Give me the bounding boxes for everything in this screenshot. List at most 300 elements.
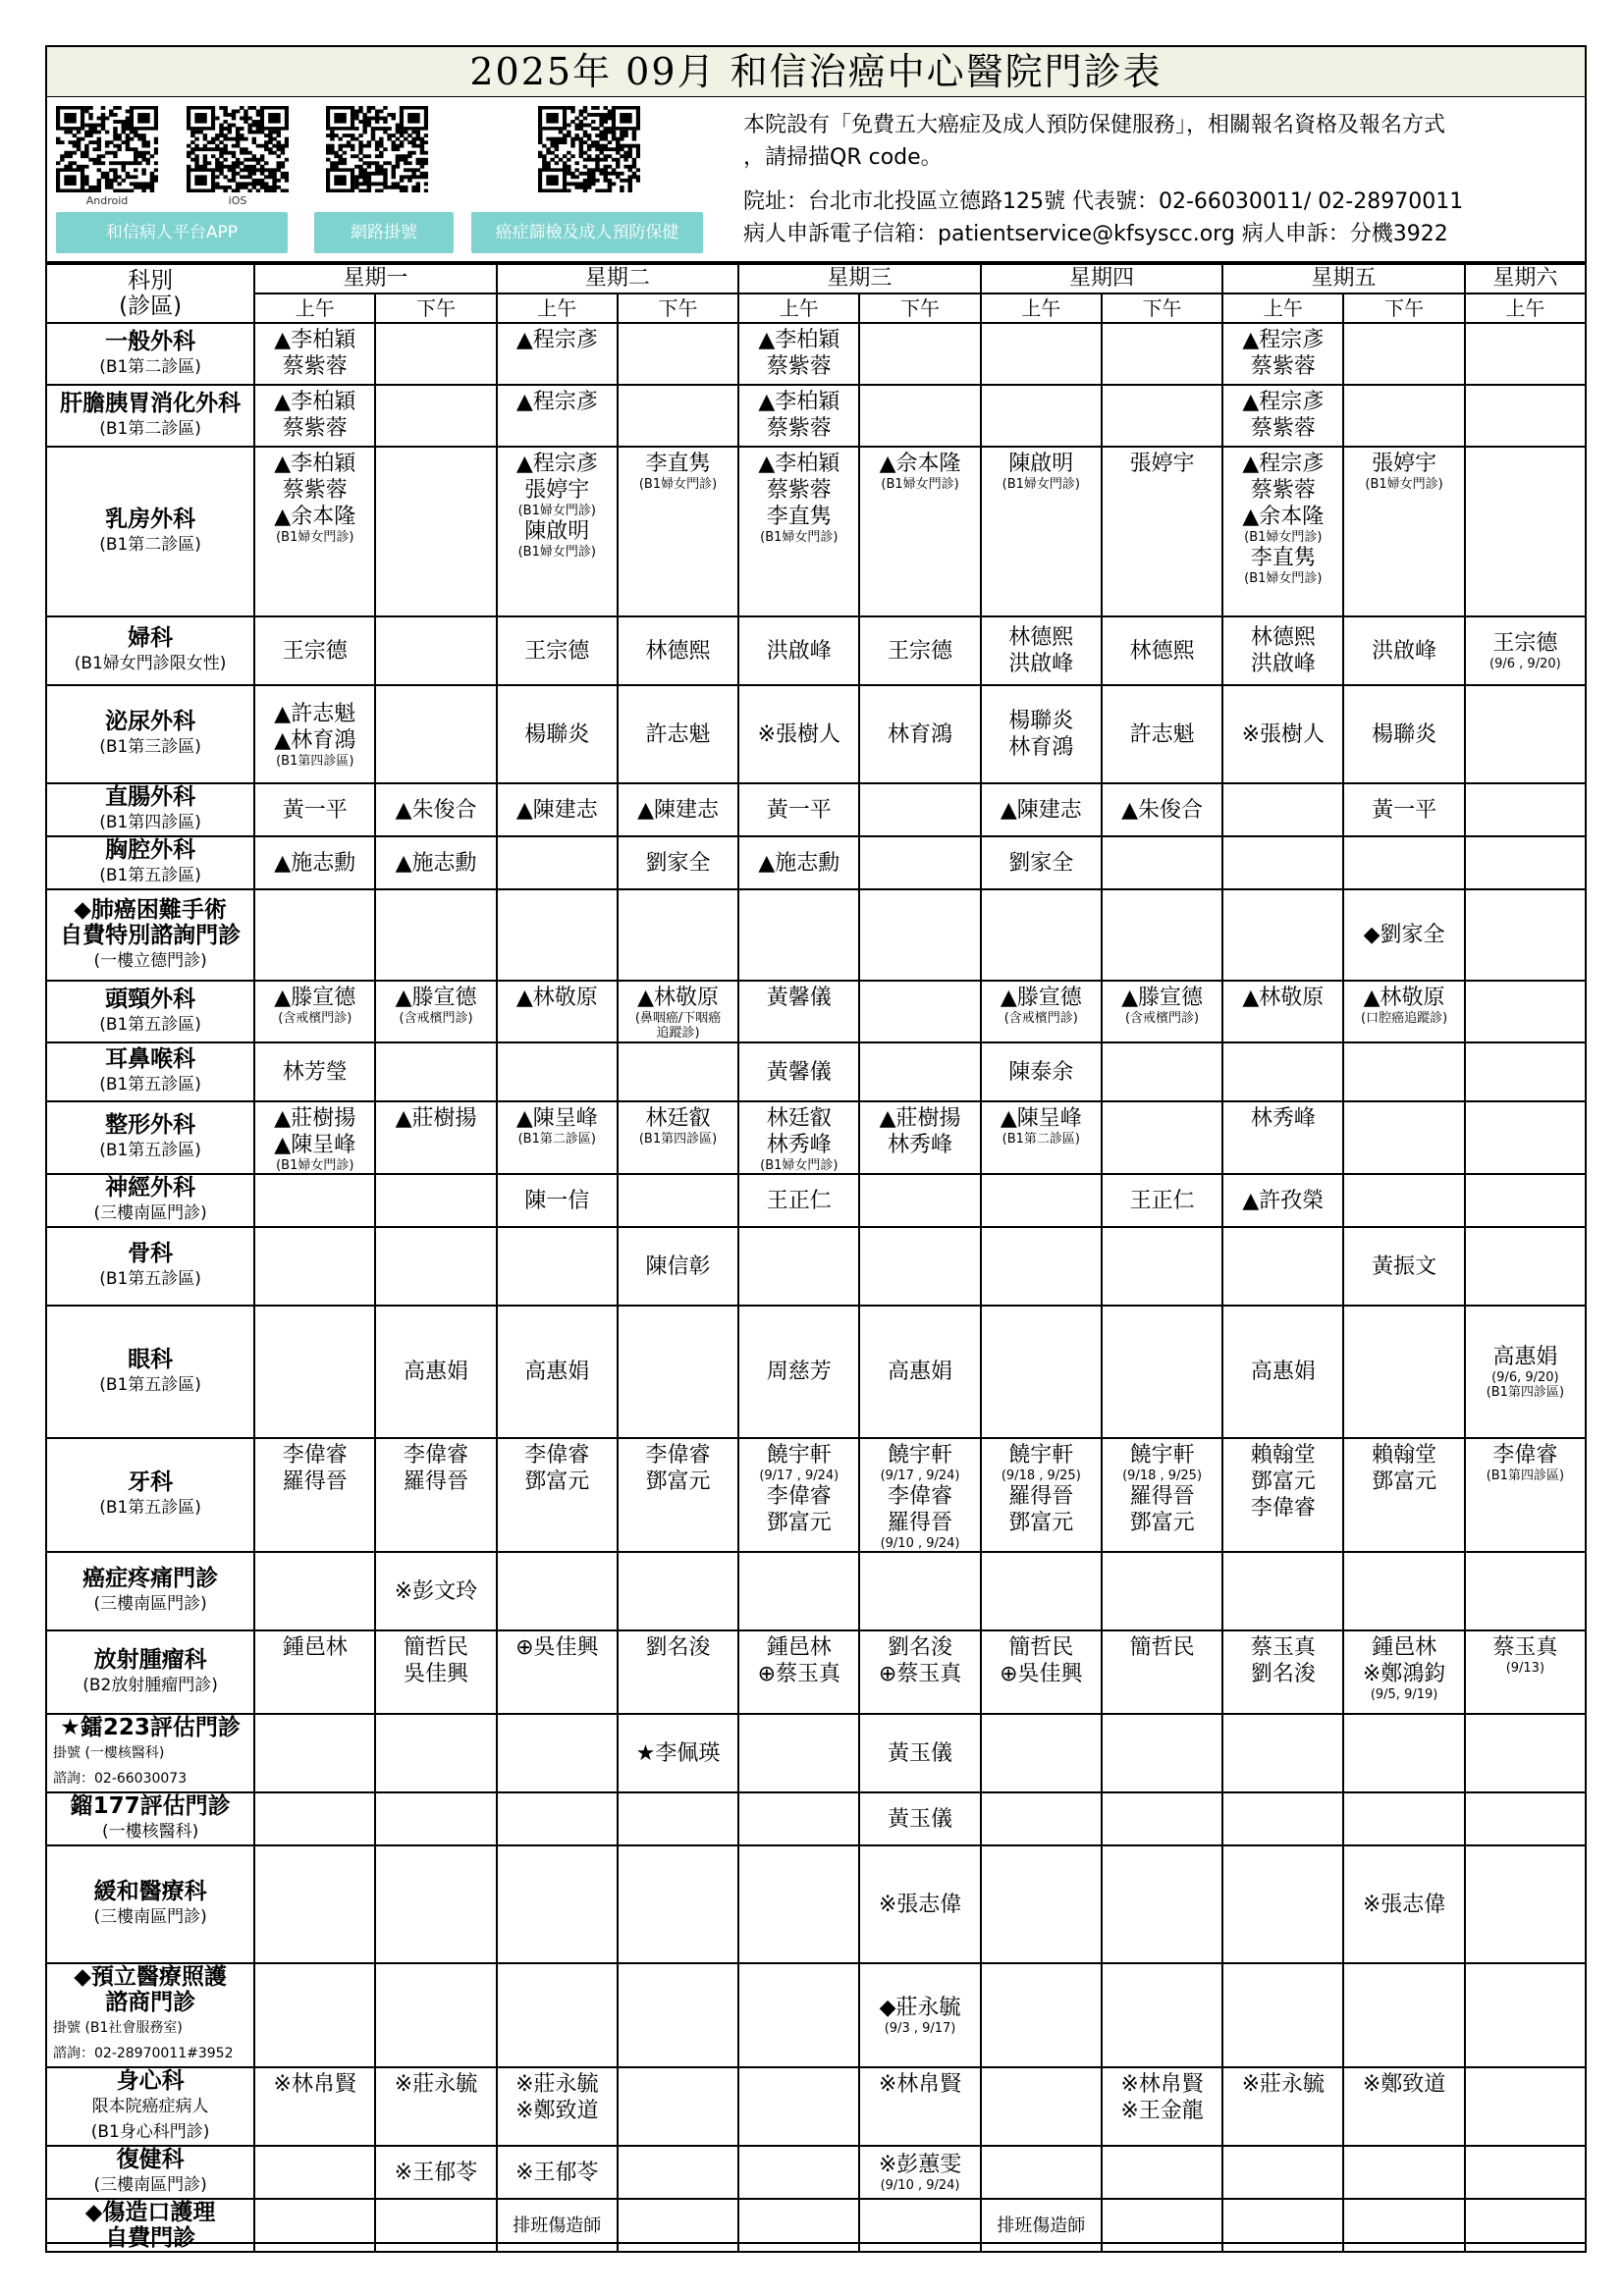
slot-cell (981, 1306, 1102, 1438)
slot-cell (254, 323, 375, 385)
slot-cell (738, 385, 859, 447)
slot-cell (1465, 1714, 1586, 1792)
slot-cell (738, 1306, 859, 1438)
slot-note: (9/10 , 9/24) (880, 2178, 960, 2193)
doctor-name: 鄧富元 (1250, 1469, 1316, 1494)
dept-cell (46, 1845, 254, 1963)
doctor-name: ⊕蔡玉真 (757, 1662, 841, 1686)
slot-cell (1465, 616, 1586, 685)
dept-cell (46, 616, 254, 685)
schedule-row (46, 1438, 1586, 1552)
dept-cell (46, 1174, 254, 1227)
schedule-row (46, 323, 1586, 385)
slot-note: (B1婦女門診) (276, 1158, 354, 1173)
doctor-name: 李偉睿 (282, 1443, 348, 1468)
doctor-name: 蔡紫蓉 (766, 354, 832, 379)
slot-cell (1343, 1845, 1464, 1963)
slot-cell (375, 616, 496, 685)
slot-cell (1102, 1227, 1222, 1306)
doctor-name: ※王郁苓 (394, 2160, 478, 2185)
slot-cell (859, 1792, 980, 1845)
slot-cell (497, 616, 618, 685)
slot-cell (981, 1792, 1102, 1845)
slot-cell (254, 981, 375, 1042)
doctor-name: 高惠娟 (1250, 1360, 1316, 1384)
doctor-name: 吳佳興 (404, 1662, 469, 1686)
slot-cell (1343, 1438, 1464, 1552)
doctor-name: 林秀峰 (888, 1133, 953, 1157)
dept-name: 婦科 (128, 625, 174, 651)
slot-cell (618, 981, 738, 1042)
doctor-name: 陳啟明 (524, 519, 590, 544)
dept-cell (46, 1963, 254, 2067)
doctor-name: 高惠娟 (1492, 1345, 1558, 1369)
doctor-name: ※彭文玲 (394, 1578, 478, 1604)
doctor-name: ▲李柏穎 (274, 390, 356, 414)
slot-cell (981, 2146, 1102, 2199)
doctor-name: 洪啟峰 (1250, 652, 1316, 676)
dept-name: 復健科 (116, 2147, 185, 2172)
slot-cell (981, 1438, 1102, 1552)
dept-name: 牙科 (128, 1469, 174, 1495)
schedule-row (46, 1792, 1586, 1845)
dept-name: 肝膽胰胃消化外科 (60, 390, 242, 416)
doctor-name: ▲程宗彥 (1242, 390, 1325, 414)
dept-zone: 掛號 (B1社會服務室) (53, 2020, 183, 2036)
online-registration-button[interactable]: 網路掛號 (314, 212, 454, 253)
doctor-name: 黃玉儀 (888, 1806, 953, 1832)
dept-name: 緩和醫療科 (93, 1879, 207, 1904)
slot-cell (1222, 1101, 1343, 1174)
slot-cell (738, 889, 859, 981)
slot-cell (618, 1306, 738, 1438)
slot-cell (1465, 2199, 1586, 2252)
slot-cell (1102, 1714, 1222, 1792)
schedule-row (46, 1042, 1586, 1101)
qr-caption-ios: iOS (228, 194, 247, 207)
dept-cell (46, 1042, 254, 1101)
slot-cell (1102, 1845, 1222, 1963)
cancer-screening-button[interactable]: 癌症篩檢及成人預防保健 (471, 212, 703, 253)
slot-cell (618, 447, 738, 616)
slot-cell (981, 1552, 1102, 1630)
pm-header: 下午 (1102, 294, 1222, 323)
slot-cell (981, 1630, 1102, 1714)
doctor-name: 周慈芳 (766, 1360, 832, 1384)
doctor-name: ▲程宗彥 (515, 328, 598, 352)
pm-header: 下午 (375, 294, 496, 323)
slot-cell (738, 2199, 859, 2252)
dept-name: 癌症疼痛門診 (82, 1566, 219, 1591)
dept-name: ◆傷造口護理 (84, 2200, 216, 2225)
slot-cell (618, 1174, 738, 1227)
dept-zone: (三樓南區門診) (93, 1907, 207, 1927)
am-header: 上午 (981, 294, 1102, 323)
slot-cell (375, 889, 496, 981)
slot-cell (738, 836, 859, 889)
dept-cell (46, 385, 254, 447)
dept-cell (46, 1306, 254, 1438)
doctor-name: 鄧富元 (524, 1469, 590, 1494)
slot-cell (497, 323, 618, 385)
dept-header (46, 264, 254, 323)
slot-cell (859, 1438, 980, 1552)
slot-cell (859, 1227, 980, 1306)
slot-cell (254, 1174, 375, 1227)
doctor-name: ※林帛賢 (273, 2072, 356, 2097)
slot-cell (618, 836, 738, 889)
slot-cell (1465, 685, 1586, 783)
slot-cell (1222, 2199, 1343, 2252)
day-header: 星期五 (1222, 264, 1465, 294)
slot-cell (497, 385, 618, 447)
slot-cell (859, 836, 980, 889)
slot-cell (859, 783, 980, 836)
doctor-name: ※鄭鴻鈞 (1362, 1662, 1446, 1686)
slot-cell (497, 981, 618, 1042)
slot-cell (859, 1174, 980, 1227)
slot-cell (375, 2067, 496, 2146)
slot-cell (738, 981, 859, 1042)
slot-cell (1102, 1630, 1222, 1714)
doctor-name: ▲程宗彥 (515, 390, 598, 414)
slot-cell (1465, 1042, 1586, 1101)
slot-cell (1102, 1101, 1222, 1174)
slot-cell (1465, 1845, 1586, 1963)
slot-cell (497, 1714, 618, 1792)
schedule-row (46, 2146, 1586, 2199)
doctor-name: 羅得晉 (1129, 1484, 1195, 1509)
dept-zone: (B1第三診區) (99, 737, 201, 757)
dept-zone: (B1第二診區) (99, 356, 201, 377)
patient-app-button[interactable]: 和信病人平台APP (56, 212, 288, 253)
slot-cell (1222, 783, 1343, 836)
slot-cell (1102, 616, 1222, 685)
slot-cell (497, 889, 618, 981)
day-header: 星期一 (254, 264, 497, 294)
slot-cell (1465, 1306, 1586, 1438)
slot-cell (254, 1101, 375, 1174)
slot-cell (1222, 1438, 1343, 1552)
slot-cell (738, 1963, 859, 2067)
slot-note: (9/17 , 9/24) (759, 1468, 839, 1483)
doctor-name: 鄧富元 (1372, 1469, 1437, 1494)
slot-cell (1465, 981, 1586, 1042)
slot-cell (859, 1630, 980, 1714)
dept-zone: (B1第五診區) (99, 1075, 201, 1095)
slot-cell (1222, 1552, 1343, 1630)
schedule-row (46, 2067, 1586, 2146)
dept-cell (46, 1438, 254, 1552)
dept-zone: (B2放射腫瘤門診) (82, 1675, 218, 1695)
slot-staff: 排班傷造師 (997, 2215, 1086, 2236)
doctor-name: ▲林敬原 (1363, 986, 1445, 1010)
doctor-name: 陳泰余 (1008, 1059, 1074, 1085)
doctor-name: 王宗德 (888, 638, 953, 664)
slot-cell (497, 1963, 618, 2067)
slot-staff: 排班傷造師 (513, 2215, 602, 2236)
slot-cell (254, 1306, 375, 1438)
doctor-name: ▲莊樹揚 (274, 1106, 356, 1131)
doctor-name: 陳啟明 (1008, 452, 1074, 476)
doctor-name: 高惠娟 (404, 1360, 469, 1384)
slot-note: (9/18 , 9/25) (1122, 1468, 1203, 1483)
slot-note: (含戒檳門診) (399, 1011, 473, 1026)
slot-cell (497, 2146, 618, 2199)
slot-cell (859, 1845, 980, 1963)
slot-cell (1465, 2067, 1586, 2146)
slot-cell (1343, 1714, 1464, 1792)
am-header: 上午 (254, 294, 375, 323)
slot-cell (1343, 1963, 1464, 2067)
slot-cell (1222, 2146, 1343, 2199)
am-header: 上午 (1222, 294, 1343, 323)
doctor-name: ▲李柏穎 (274, 452, 356, 476)
doctor-name: ▲朱俊合 (395, 797, 477, 823)
doctor-name: 高惠娟 (888, 1360, 953, 1384)
dept-zone: 諮詢：02-66030073 (53, 1771, 188, 1787)
dept-name: 神經外科 (105, 1175, 196, 1201)
doctor-name: ⊕吳佳興 (515, 1635, 599, 1660)
slot-cell (981, 836, 1102, 889)
slot-cell (1102, 1552, 1222, 1630)
slot-cell (618, 1227, 738, 1306)
slot-cell (1222, 2067, 1343, 2146)
slot-cell (254, 1227, 375, 1306)
slot-cell (1343, 385, 1464, 447)
doctor-name: ▲莊樹揚 (395, 1106, 477, 1131)
doctor-name: 鍾邑林 (282, 1635, 348, 1660)
doctor-name: 林育鴻 (1008, 735, 1074, 760)
clinic-schedule-table (45, 263, 1587, 2253)
slot-cell (1222, 1306, 1343, 1438)
dept-cell (46, 1630, 254, 1714)
slot-cell (1222, 385, 1343, 447)
slot-cell (981, 2199, 1102, 2252)
slot-cell (375, 685, 496, 783)
slot-cell (1343, 981, 1464, 1042)
doctor-name: 劉名浚 (1250, 1662, 1316, 1686)
doctor-name: ▲陳建志 (515, 797, 598, 823)
doctor-name: ◆莊永毓 (879, 1996, 961, 2020)
slot-cell (738, 1101, 859, 1174)
slot-note: (口腔癌追蹤診) (1361, 1011, 1448, 1026)
qr-android[interactable] (56, 106, 158, 192)
slot-cell (1343, 616, 1464, 685)
slot-cell (497, 1101, 618, 1174)
slot-cell (738, 783, 859, 836)
doctor-name: ▲李柏穎 (758, 328, 840, 352)
hospital-info (743, 109, 1588, 250)
slot-cell (738, 2067, 859, 2146)
slot-cell (497, 1042, 618, 1101)
slot-cell (618, 1845, 738, 1963)
slot-note: (B1婦女門診) (1001, 477, 1080, 492)
doctor-name: 張婷宇 (1129, 452, 1195, 476)
dept-name: 諮商門診 (105, 1990, 196, 2015)
slot-cell (1465, 889, 1586, 981)
slot-cell (618, 889, 738, 981)
slot-cell (497, 1792, 618, 1845)
doctor-name: 黃馨儀 (766, 1059, 832, 1085)
doctor-name: 李偉睿 (766, 1484, 832, 1509)
slot-cell (1343, 1630, 1464, 1714)
doctor-name: ▲余本隆 (1242, 505, 1325, 529)
slot-note: (B1婦女門診) (276, 530, 354, 545)
doctor-name: 林德熙 (1250, 625, 1316, 650)
qr-code-icon (187, 106, 289, 192)
slot-cell (859, 616, 980, 685)
slot-cell (375, 385, 496, 447)
dept-name: 身心科 (116, 2068, 185, 2094)
schedule-row (46, 1630, 1586, 1714)
doctor-name: 李偉睿 (1250, 1496, 1316, 1521)
slot-cell (618, 616, 738, 685)
dept-name: 胸腔外科 (105, 837, 196, 863)
info-address: 院址：台北市北投區立德路125號 代表號：02-66030011/ 02-28970011 (743, 189, 1464, 214)
slot-cell (738, 1227, 859, 1306)
dept-name: 自費特別諮詢門診 (60, 922, 242, 948)
doctor-name: 楊聯炎 (1372, 721, 1437, 747)
qr-registration[interactable] (326, 106, 428, 192)
slot-cell (254, 1792, 375, 1845)
slot-cell (1465, 1101, 1586, 1174)
slot-cell (1102, 1042, 1222, 1101)
doctor-name: 洪啟峰 (766, 638, 832, 664)
slot-cell (981, 385, 1102, 447)
doctor-name: 張婷宇 (524, 478, 590, 503)
doctor-name: ▲陳建志 (637, 797, 719, 823)
doctor-name: ※彭蕙雯 (878, 2153, 962, 2177)
slot-cell (859, 1714, 980, 1792)
slot-cell (1465, 1963, 1586, 2067)
doctor-name: ※張志偉 (1362, 1892, 1446, 1917)
doctor-name: ※莊永毓 (394, 2072, 478, 2097)
qr-code-icon (56, 106, 158, 192)
slot-cell (1222, 1630, 1343, 1714)
doctor-name: 黃馨儀 (766, 986, 832, 1010)
doctor-name: ※張樹人 (757, 721, 841, 747)
slot-cell (859, 1963, 980, 2067)
schedule-row (46, 447, 1586, 616)
dept-zone: (B1第五診區) (99, 1269, 201, 1289)
info-line-1: 本院設有「免費五大癌症及成人預防保健服務」，相關報名資格及報名方式 (743, 113, 1446, 137)
schedule-row (46, 1845, 1586, 1963)
slot-cell (1343, 1792, 1464, 1845)
dept-cell (46, 2146, 254, 2199)
doctor-name: 蔡紫蓉 (282, 354, 348, 379)
dept-cell (46, 981, 254, 1042)
slot-cell (254, 385, 375, 447)
slot-cell (375, 1845, 496, 1963)
dept-cell (46, 323, 254, 385)
doctor-name: 鄧富元 (766, 1511, 832, 1535)
day-header: 星期四 (981, 264, 1223, 294)
doctor-name: ※王郁苓 (515, 2160, 599, 2185)
slot-cell (1222, 981, 1343, 1042)
dept-zone: (B1第五診區) (99, 1141, 201, 1160)
doctor-name: 簡哲民 (1129, 1635, 1195, 1660)
slot-cell (1222, 1714, 1343, 1792)
doctor-name: ▲陳呈峰 (1000, 1106, 1082, 1131)
dept-name: 眼科 (128, 1346, 174, 1372)
slot-cell (1343, 783, 1464, 836)
doctor-name: 劉家全 (1008, 850, 1074, 876)
slot-cell (859, 981, 980, 1042)
qr-screening[interactable] (538, 106, 640, 192)
doctor-name: 楊聯炎 (524, 721, 590, 747)
dept-zone: (一樓立德門診) (93, 950, 207, 971)
slot-note: (含戒檳門診) (1124, 1011, 1200, 1026)
slot-cell (497, 1630, 618, 1714)
dept-zone: (一樓核醫科) (101, 1822, 199, 1842)
slot-cell (1102, 2146, 1222, 2199)
slot-note: (B1婦女門診) (760, 1158, 839, 1173)
slot-cell (254, 1714, 375, 1792)
slot-cell (497, 2199, 618, 2252)
slot-cell (738, 1714, 859, 1792)
doctor-name: ▲陳建志 (1000, 797, 1082, 823)
slot-cell (738, 1042, 859, 1101)
slot-cell (859, 889, 980, 981)
dept-name: ◆肺癌困難手術 (74, 896, 227, 923)
dept-cell (46, 2067, 254, 2146)
doctor-name: ▲滕宣德 (395, 986, 477, 1010)
slot-cell (1465, 783, 1586, 836)
doctor-name: ▲李柏穎 (274, 328, 356, 352)
qr-ios[interactable] (187, 106, 289, 192)
doctor-name: 鄧富元 (1129, 1511, 1195, 1535)
slot-note: (B1第四診區) (276, 753, 354, 769)
doctor-name: 蔡紫蓉 (282, 478, 348, 503)
slot-cell (375, 1438, 496, 1552)
slot-cell (859, 2067, 980, 2146)
slot-cell (375, 836, 496, 889)
slot-cell (859, 2146, 980, 2199)
doctor-name: ▲莊樹揚 (879, 1106, 961, 1131)
schedule-row (46, 616, 1586, 685)
slot-cell (1465, 1438, 1586, 1552)
slot-cell (981, 685, 1102, 783)
slot-cell (738, 685, 859, 783)
doctor-name: 林德熙 (1129, 638, 1195, 664)
am-header: 上午 (1465, 294, 1586, 323)
slot-cell (859, 385, 980, 447)
doctor-name: ⊕蔡玉真 (878, 1662, 962, 1686)
doctor-name: 饒宇軒 (1129, 1443, 1195, 1468)
doctor-name: ▲許孜榮 (1242, 1188, 1325, 1213)
slot-cell (254, 1552, 375, 1630)
doctor-name: 劉名浚 (645, 1635, 711, 1660)
slot-cell (254, 836, 375, 889)
slot-note: (B1第四診區) (1486, 1468, 1565, 1483)
doctor-name: ※林帛賢 (1120, 2072, 1204, 2097)
doctor-name: 蔡玉真 (1250, 1635, 1316, 1660)
dept-cell (46, 1552, 254, 1630)
schedule-row (46, 1963, 1586, 2067)
slot-cell (375, 1552, 496, 1630)
slot-cell (375, 1101, 496, 1174)
slot-cell (981, 1227, 1102, 1306)
qr-caption-android: Android (85, 194, 129, 207)
schedule-row (46, 1101, 1586, 1174)
dept-name: 自費門診 (105, 2225, 196, 2251)
slot-cell (1102, 836, 1222, 889)
doctor-name: 蔡紫蓉 (766, 478, 832, 503)
doctor-name: 羅得晉 (1008, 1484, 1074, 1509)
slot-cell (1465, 1174, 1586, 1227)
slot-cell (497, 685, 618, 783)
